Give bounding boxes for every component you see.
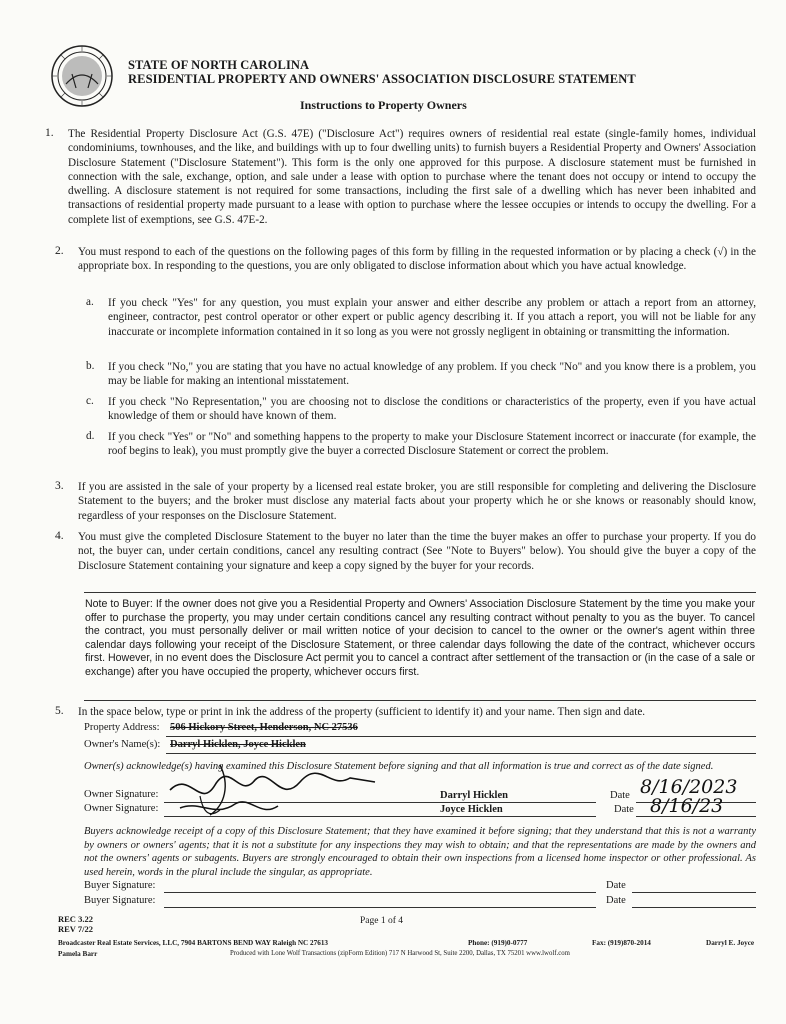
state-name: STATE OF NORTH CAROLINA [128, 58, 310, 72]
buyer-signature-label: Buyer Signature: [84, 895, 156, 906]
property-address-value[interactable]: 506 Hickory Street, Henderson, NC 27536 [170, 722, 358, 733]
signature-line [164, 892, 596, 893]
document-header [128, 58, 636, 86]
file-name: Darryl E. Joyce [706, 939, 755, 947]
owner-signature-label: Owner Signature: [84, 803, 159, 814]
divider [84, 700, 756, 701]
company-fax: Fax: (919)870-2014 [592, 939, 651, 947]
underline [166, 736, 756, 737]
instruction-subitem-b: If you check "No," you are stating that you have no actual knowledge of any problem. If you check "No" and you know there is a problem, you may be liable for making an intentional misstatement. [108, 361, 756, 388]
form-code: REC 3.22 [58, 914, 93, 924]
owner-signature-label: Owner Signature: [84, 789, 159, 800]
subitem-letter: b. [86, 360, 95, 372]
subitem-letter: c. [86, 395, 94, 407]
instruction-item-2: You must respond to each of the questions on the following pages of this form by filling in the requested information or by placing a check (√) in the appropriate box. In responding to the questions, you are only obligated to disclose information about which you have actual knowledge. [78, 246, 756, 273]
subitem-letter: a. [86, 296, 94, 308]
agent-name: Pamela Barr [58, 950, 98, 958]
property-address-label: Property Address: [84, 722, 160, 733]
item-number: 5. [55, 705, 64, 717]
company-info: Broadcaster Real Estate Services, LLC, 7904 BARTONS BEND WAY Raleigh NC 27613 [58, 939, 329, 947]
owner1-printed-name: Darryl Hicklen [440, 790, 508, 801]
date-label: Date [610, 790, 630, 801]
form-title: RESIDENTIAL PROPERTY AND OWNERS' ASSOCIATION DISCLOSURE STATEMENT [128, 72, 636, 86]
item-number: 3. [55, 480, 64, 492]
divider [84, 592, 756, 593]
state-seal-icon [50, 44, 114, 108]
handwritten-date-2[interactable]: 8/16/23 [650, 795, 724, 817]
date-line [632, 892, 756, 893]
date-label: Date [606, 895, 626, 906]
handwritten-date-1[interactable]: 8/16/2023 [640, 776, 738, 798]
instruction-subitem-c: If you check "No Representation," you are choosing not to disclose the conditions or characteristics of the property, even if you have actual knowledge of them or should have known of them. [108, 396, 756, 423]
instructions-heading: Instructions to Property Owners [300, 98, 467, 112]
company-phone: Phone: (919)0-0777 [468, 939, 528, 947]
owner2-printed-name: Joyce Hicklen [440, 804, 503, 815]
underline [166, 753, 756, 754]
instruction-item-1: The Residential Property Disclosure Act (G.S. 47E) ("Disclosure Act") requires owners of residential real estate (single-family homes, individual condominiums, townhouses, and the like, and buildings with up to four dwelling units) to furnish buyers a Residential Property and Owners' Association Disclosure Statement ("Disclosure Statement"). This form is the only one approved for this purpose. A disclosure statement must be furnished in connection with the sale, exchange, option, and sale under a lease with option to purchase where the tenant does not occupy or intend to occupy the dwelling. A disclosure statement is not required for some transactions, including the first sale of a dwelling which has never been inhabited and transactions of residential property made pursuant to a lease with option to purchase where the lessee occupies or intends to occupy the dwelling. For a complete list of exemptions, see G.S. 47E-2. [68, 128, 756, 226]
item-number: 1. [45, 127, 54, 139]
owners-name-label: Owner's Name(s): [84, 739, 161, 750]
instruction-item-4: You must give the completed Disclosure Statement to the buyer no later than the time the buyer makes an offer to purchase your property. If you do not, the buyer can, under certain conditions, cancel any resulting contract (See "Note to Buyers" below). You should give the buyer a copy of the Disclosure Statement containing your signature and keep a copy signed by the buyer for your records. [78, 531, 756, 572]
buyer-acknowledgement: Buyers acknowledge receipt of a copy of this Disclosure Statement; that they have examined it before signing; that they understand that this is not a warranty by owners or owners' agents; that it is not a substitute for any inspections they may wish to obtain; and that the representations are made by the owners and not the owners' agents or subagents. Buyers are strongly encouraged to obtain their own inspections from a licensed home inspector or other professional. As used herein, words in the plural include the singular, as appropriate. [84, 826, 756, 878]
buyer-signature-label: Buyer Signature: [84, 880, 156, 891]
date-line [632, 907, 756, 908]
note-to-buyer: Note to Buyer: If the owner does not give you a Residential Property and Owners' Association Disclosure Statement by the time you make your offer to purchase the property, you may under certain conditions cancel any resulting contract without penalty to you as the buyer. To cancel the contract, you must personally deliver or mail written notice of your decision to cancel to the owner or the owner's agent within three calendar days following your receipt of the Disclosure Statement, or three calendar days following the date of the contract, whichever occurs first. However, in no event does the Disclosure Act permit you to cancel a contract after settlement of the transaction or (in the case of a sale or exchange) after you have occupied the property, whichever occurs first. [85, 598, 755, 678]
owner-signature-scribble[interactable] [160, 760, 390, 824]
subitem-letter: d. [86, 430, 95, 442]
item-number: 2. [55, 245, 64, 257]
instruction-subitem-a: If you check "Yes" for any question, you must explain your answer and either describe any problem or attach a report from an attorney, engineer, contractor, pest control operator or other expert or public agency describing it. If you attach a report, you will not be liable for any inaccurate or incomplete information contained in it so long as you were not grossly negligent in obtaining or transmitting the information. [108, 297, 756, 338]
producer-info: Produced with Lone Wolf Transactions (zipForm Edition) 717 N Harwood St, Suite 2200, Dallas, TX 75201 www.lwolf.com [230, 950, 570, 957]
item-number: 4. [55, 530, 64, 542]
owner-acknowledgement: Owner(s) acknowledge(s) having examined this Disclosure Statement before signing and that all information is true and correct as of the date signed. [84, 761, 714, 772]
instruction-item-3: If you are assisted in the sale of your property by a licensed real estate broker, you are still responsible for completing and delivering the Disclosure Statement to the buyers; and the broker must disclose any material facts about your property which he or she knows or reasonably should know, regardless of your responses on the Disclosure Statement. [78, 481, 756, 522]
page-number: Page 1 of 4 [360, 916, 404, 926]
instruction-subitem-d: If you check "Yes" or "No" and something happens to the property to make your Disclosure Statement incorrect or inaccurate (for example, the roof begins to leak), you must promptly give the buyer a corrected Disclosure Statement or correct the problem. [108, 431, 756, 458]
instruction-item-5: In the space below, type or print in ink the address of the property (sufficient to identify it) and your name. Then sign and date. [78, 706, 646, 718]
form-revision: REV 7/22 [58, 924, 94, 934]
signature-line [164, 907, 596, 908]
date-label: Date [614, 804, 634, 815]
date-label: Date [606, 880, 626, 891]
owners-name-value[interactable]: Darryl Hicklen, Joyce Hicklen [170, 739, 306, 750]
